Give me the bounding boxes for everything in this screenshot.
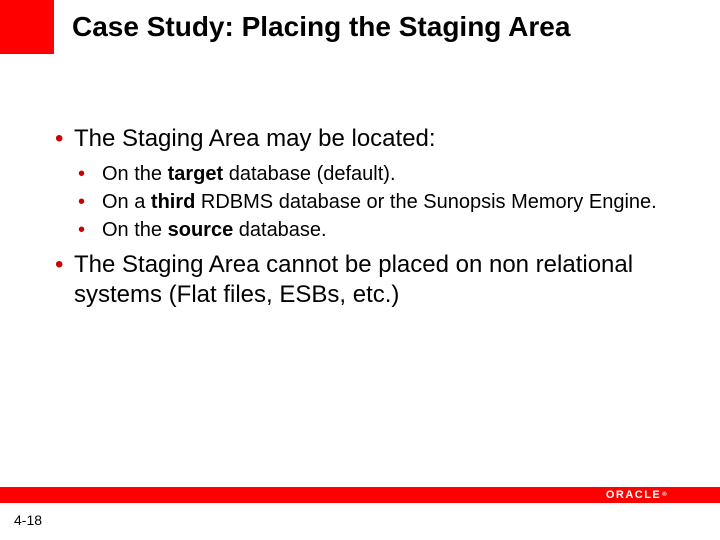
logo-text: ORACLE	[605, 489, 662, 501]
title-accent-block	[0, 0, 54, 54]
sub-bullet-text-pre: On the	[102, 219, 168, 241]
bullet-icon: •	[55, 251, 64, 278]
bullet-icon: •	[78, 191, 86, 213]
bullet-icon: •	[78, 163, 86, 185]
sub-bullet-item	[78, 188, 675, 216]
sub-bullet-text-pre: On the	[102, 163, 168, 185]
sub-bullet-text-bold: target	[167, 163, 224, 185]
slide-title: Case Study: Placing the Staging Area	[72, 11, 571, 42]
sub-bullet-text-post: database (default).	[223, 163, 396, 185]
sub-bullet-text-bold: third	[150, 191, 196, 213]
slide-content	[55, 124, 675, 310]
sub-bullet-text-post: database.	[233, 219, 327, 241]
sub-bullet-item	[78, 160, 675, 188]
page-number: 4-18	[14, 512, 43, 528]
bullet-text: The Staging Area may be located:	[74, 125, 436, 152]
sub-bullet-item	[78, 216, 675, 244]
sub-bullet-list	[78, 160, 675, 244]
sub-bullet-text-bold: source	[167, 219, 234, 241]
bullet-icon: •	[78, 219, 86, 241]
oracle-logo	[600, 488, 674, 502]
bullet-icon: •	[55, 125, 64, 152]
bullet-item	[55, 124, 675, 154]
registered-mark: ®	[662, 492, 669, 498]
sub-bullet-text-post: RDBMS database or the Sunopsis Memory Engine.	[195, 191, 657, 213]
bullet-item	[55, 250, 675, 310]
bullet-text: The Staging Area cannot be placed on non relational systems (Flat files, ESBs, etc.)	[74, 251, 634, 308]
sub-bullet-text-pre: On a	[102, 191, 151, 213]
